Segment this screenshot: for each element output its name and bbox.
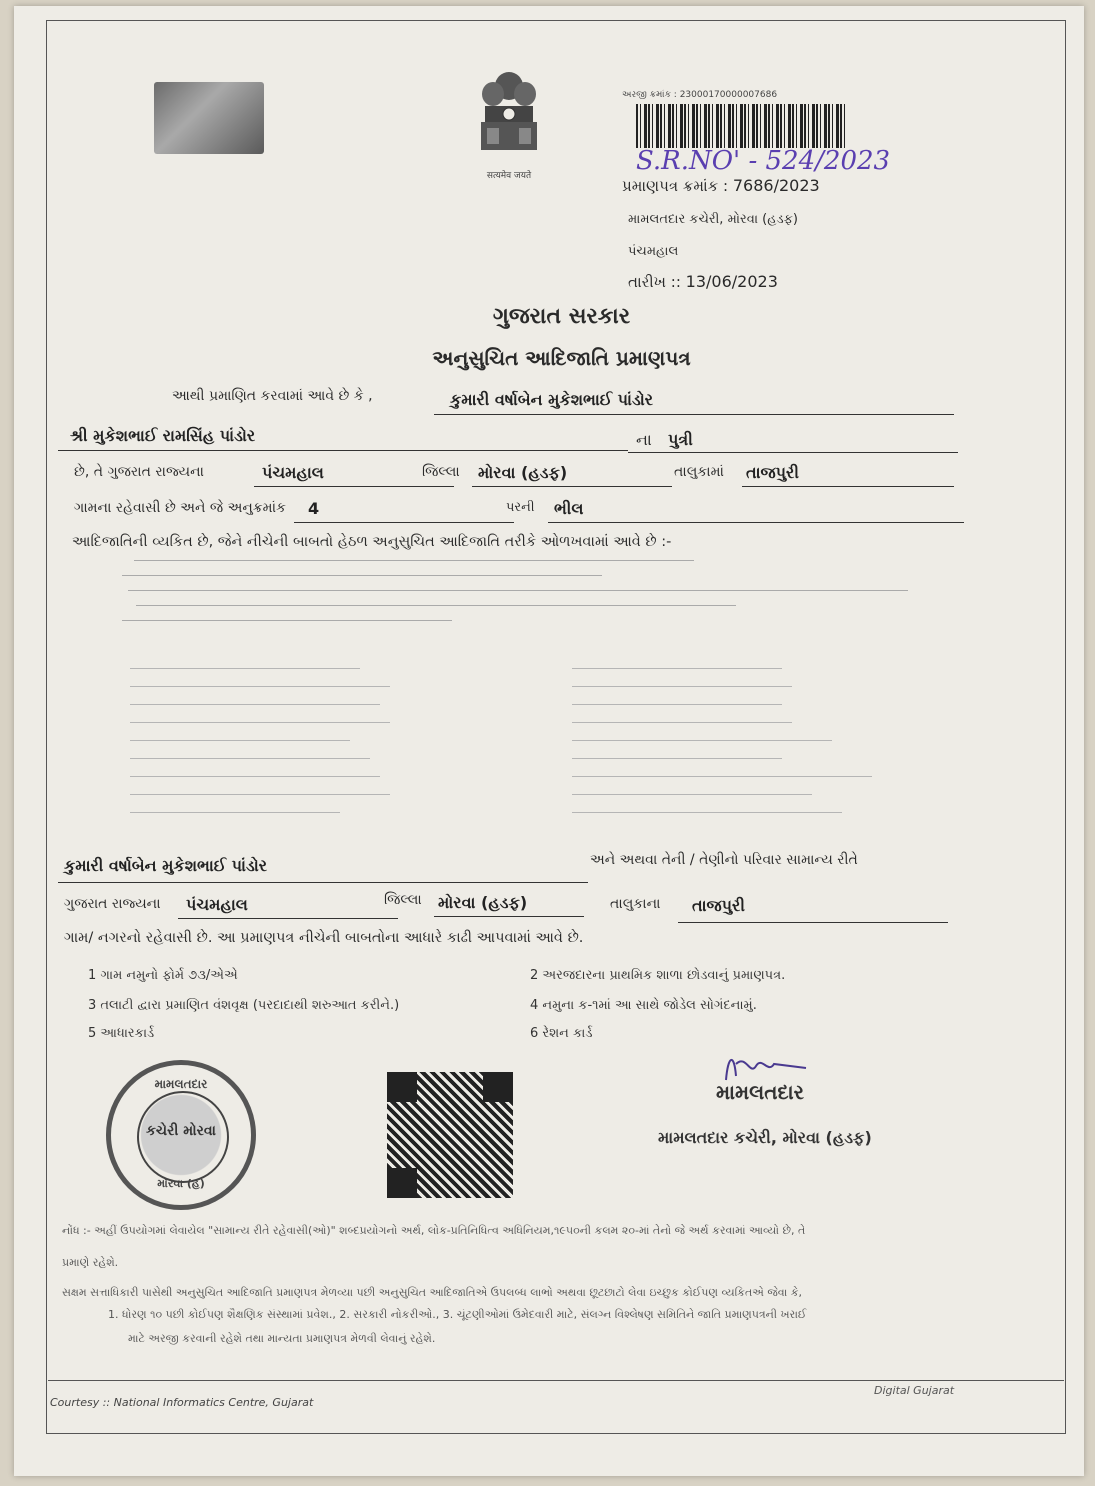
issue-date-label: તારીખ :: <box>628 273 681 291</box>
second-applicant-name: કુમારી વર્ષાબેન મુકેશભાઈ પાંડોર <box>64 856 268 875</box>
footer-rule <box>48 1380 1064 1381</box>
serial-line <box>294 496 514 523</box>
footer-credit: Courtesy :: National Informatics Centre, Gujarat <box>50 1396 314 1409</box>
intro-text: આથી પ્રમાણિત કરવામાં આવે છે કે , <box>172 388 373 404</box>
document-3: 3 તલાટી દ્વારા પ્રમાણિત વંશવૃક્ષ (પરદાદાથી શરુઆત કરીને.) <box>88 998 400 1013</box>
second-village-label: તાલુકાના <box>610 896 661 912</box>
relation-line <box>628 428 958 453</box>
emblem-icon <box>469 64 549 164</box>
second-state-prefix: ગુજરાત રાજ્યના <box>64 896 161 912</box>
applicant-name-line <box>434 386 954 415</box>
tribe-row <box>58 496 968 524</box>
orders-column-left <box>130 666 400 813</box>
second-district: પંચમહાલ <box>186 895 248 914</box>
resident-text: ગામના રહેવાસી છે અને જે અનુક્રમાંક <box>74 500 286 516</box>
identified-text: આદિજાતિની વ્યકિત છે, જેને નીચેની બાબતો હેઠળ અનુસુચિત આદિજાતિ તરીકે ઓળખવામાં આવે છે :- <box>72 534 672 550</box>
document-5: 5 આધારકાર્ડ <box>88 1026 155 1041</box>
second-village-line <box>678 892 948 923</box>
document-2: 2 અરજદારના પ્રાથમિક શાળા છોડવાનું પ્રમાણપત્ર. <box>530 968 786 983</box>
note-4: માટે અરજી કરવાની રહેશે તથા માન્યતા પ્રમાણપત્ર મેળવી લેવાનું રહેશે. <box>128 1332 436 1345</box>
second-taluka-label: જિલ્લા <box>384 892 422 908</box>
document-6: 6 રેશન કાર્ડ <box>530 1026 593 1041</box>
issuing-office: મામલતદાર કચેરી, મોરવા (હડફ) <box>628 212 798 227</box>
certificate-number-label: પ્રમાણપત્ર ક્રમાંક : <box>622 177 729 195</box>
certificate-number-row <box>622 176 820 195</box>
certificate-title: અનુસુચિત આદિજાતિ પ્રમાણપત્ર <box>432 346 691 370</box>
father-name: શ્રી મુકેશભાઈ રામસિંહ પાંડોર <box>70 426 256 445</box>
issue-date: 13/06/2023 <box>685 272 778 291</box>
state-prefix: છે, તે ગુજરાત રાજ્યના <box>74 464 204 480</box>
taluka-line <box>472 462 672 487</box>
handwritten-serial: S.R.NO' - 524/2023 <box>636 146 891 176</box>
family-text: અને અથવા તેની / તેણીનો પરિવાર સામાન્ય રીતે <box>590 852 858 868</box>
orders-column-right <box>572 666 892 813</box>
note-3: 1. ધોરણ ૧૦ પછી કોઈપણ શૈક્ષણિક સંસ્થામાં પ્રવેશ., 2. સરકારી નોકરીઓ., 3. ચૂંટણીઓમાં ઉમેદવારી માટે, સંલગ્ન વિશ્લેષણ સમિતિને જાતિ પ્રમાણપત્રની ખરાઈ <box>108 1308 807 1321</box>
footer-brand: Digital Gujarat <box>874 1384 955 1397</box>
applicant-name: કુમારી વર્ષાબેન મુકેશભાઈ પાંડોર <box>450 390 654 409</box>
note-1: નોંધ :- અહીં ઉપયોગમાં લેવાયેલ "સામાન્ય રીતે રહેવાસી(ઓ)" શબ્દપ્રયોગનો અર્થ, લોક-પ્રતિનિધિત્વ અધિનિયમ,૧૯૫૦ની કલમ ૨૦-માં તેનો જે અર્થ કરવામાં આવ્યો છે, તે <box>62 1224 806 1237</box>
official-seal <box>106 1060 256 1210</box>
per-label: પરની <box>506 500 535 515</box>
tribe-name: ભીલ <box>554 499 584 518</box>
document-4: 4 નમુના ક-૧માં આ સાથે જોડેલ સોગંદનામું. <box>530 998 757 1013</box>
barcode <box>636 104 846 148</box>
relation: પુત્રી <box>668 430 693 449</box>
second-district-line <box>178 892 398 919</box>
tribe-line <box>548 496 964 523</box>
residence-row <box>58 462 958 488</box>
qr-code <box>387 1072 513 1198</box>
issue-date-row <box>628 272 778 291</box>
second-taluka-line <box>434 892 584 917</box>
second-residence-row <box>58 892 958 920</box>
second-village: તાજપુરી <box>692 896 745 915</box>
basis-text: ગામ/ નગરનો રહેવાસી છે. આ પ્રમાણપત્ર નીચેની બાબતોના આધારે કાઢી આપવામાં આવે છે. <box>64 930 584 946</box>
seal-bottom-text: મોરવા (હ) <box>157 1177 205 1190</box>
government-title: ગુજરાત સરકાર <box>492 304 631 329</box>
signatory-office: મામલતદાર કચેરી, મોરવા (હડફ) <box>658 1128 872 1147</box>
schedule-orders-block <box>122 554 922 644</box>
second-taluka: મોરવા (હડફ) <box>438 893 528 912</box>
relation-prefix: ના <box>636 430 652 449</box>
note-2: સક્ષમ સત્તાધિકારી પાસેથી અનુસુચિત આદિજાતિ પ્રમાણપત્ર મેળવ્યા પછી અનુસુચિત આદિજાતિએ ઉપલબ્ધ લાભો અથવા છૂટછાટો લેવા ઇચ્છુક કોઈપણ વ્યકિતએ જેવા કે, <box>62 1286 803 1299</box>
taluka: મોરવા (હડફ) <box>478 463 568 482</box>
father-name-line <box>58 424 628 451</box>
district: પંચમહાલ <box>262 463 324 482</box>
serial-number: 4 <box>308 499 320 518</box>
seal-middle-text: કચેરી મોરવા <box>146 1123 216 1139</box>
village-line <box>742 462 954 487</box>
village: તાજપુરી <box>746 463 799 482</box>
application-number: અરજી ક્રમાંક : 23000170000007686 <box>622 90 778 100</box>
note-1-continued: પ્રમાણે રહેશે. <box>62 1256 119 1269</box>
applicant-photo <box>154 82 264 154</box>
certificate-number: 7686/2023 <box>732 176 820 195</box>
signatory-title: મામલતદાર <box>716 1080 804 1104</box>
seal-top-text: મામલતદાર <box>154 1077 208 1091</box>
village-label: તાલુકામાં <box>674 464 724 480</box>
issuing-district: પંચમહાલ <box>628 244 679 259</box>
certificate-sheet <box>14 6 1084 1476</box>
taluka-label: જિલ્લા <box>422 464 460 480</box>
document-1: 1 ગામ નમુનો ફોર્મ ૭૩/એએ <box>88 968 238 983</box>
second-name-line <box>58 852 588 883</box>
emblem-motto: सत्यमेव जयते <box>486 171 532 181</box>
national-emblem <box>469 64 549 184</box>
